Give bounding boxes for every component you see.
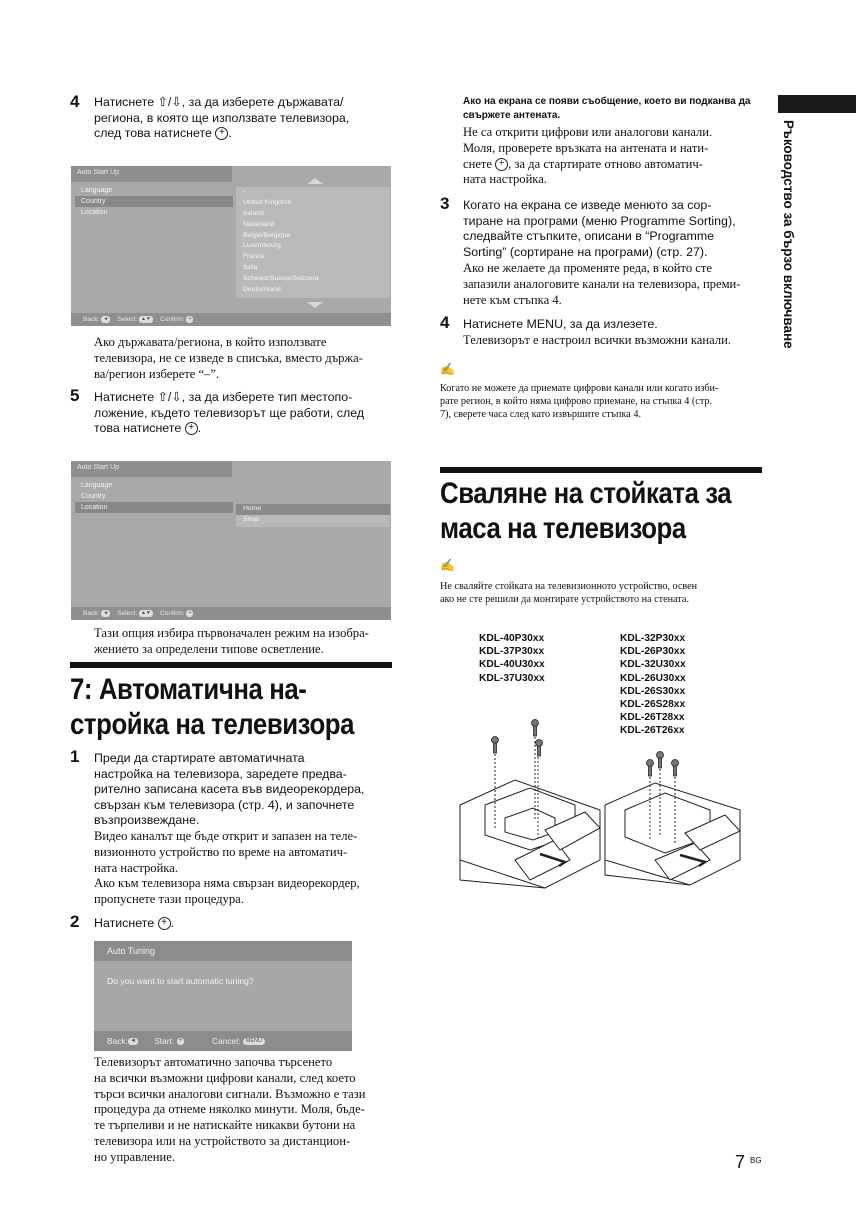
menu-key-icon: MENU <box>243 1038 265 1045</box>
heading-line: стройка на телевизора <box>70 708 355 741</box>
confirm-button-icon: + <box>158 917 171 930</box>
line: запазили аналоговите канали на телевизора, преми- <box>463 276 741 291</box>
line: след това натиснете <box>94 126 212 140</box>
line: те търпеливи и не натискайте никакви бутони на <box>94 1118 356 1133</box>
line: рате регион, в който няма цифрово приемане, на стъпка 4 (стр. <box>440 396 713 407</box>
line: Телевизорът автоматично започва търсенето <box>94 1055 333 1069</box>
stand-removal-illustration-large <box>455 710 605 890</box>
back-key-icon: ◄ <box>103 315 109 322</box>
antenna-warning-text <box>463 125 763 188</box>
line: ва/регион изберете “–”. <box>94 366 220 381</box>
model-item: KDL-37P30xx <box>479 646 545 658</box>
line: Натиснете ⇧/⇩, за да изберете тип местопо- <box>94 390 353 404</box>
step-5-number: 5 <box>70 386 80 405</box>
back-key-icon: ◄ <box>103 609 109 616</box>
line: , за да стартирате отново автоматич- <box>508 156 703 171</box>
footer-back: Back: <box>83 316 100 323</box>
screen-footer <box>94 1031 352 1051</box>
line: Не са открити цифрови или аналогови канали. <box>463 125 713 139</box>
model-item: KDL-26U30xx <box>620 672 686 684</box>
footer-cancel: Cancel: <box>212 1036 241 1046</box>
footer-select: Select: <box>117 316 138 323</box>
side-tab-label <box>775 120 801 360</box>
tuning-question: Do you want to start automatic tuning? <box>107 976 254 986</box>
line: търси всички аналогови сигнали. Възможно е тази <box>94 1086 366 1101</box>
updown-key-icon: ▲▼ <box>140 609 151 616</box>
line: Натиснете ⇧/⇩, за да изберете държавата/ <box>94 95 344 109</box>
page-num: 7 <box>735 1152 746 1172</box>
step-4-text: Натиснете ⇧/⇩, за да изберете държавата/ региона, в която ще използвате телевизора, след това натиснете + . <box>94 95 394 142</box>
step-4b-number: 4 <box>440 313 450 332</box>
auto-start-up-location-screen <box>71 461 391 620</box>
section-rule <box>440 467 762 473</box>
country-item: Ireland <box>243 209 264 217</box>
digital-note <box>440 382 770 421</box>
line: процедура да отнеме няколко минути. Моля, бъде- <box>94 1102 365 1117</box>
country-item: Schweiz/Suisse/Svizzera <box>243 275 319 283</box>
antenna-warning-title <box>463 95 763 123</box>
step-2-number: 2 <box>70 912 80 931</box>
note-pencil-icon: ✍ <box>440 558 455 572</box>
model-list-small <box>620 632 686 738</box>
location-item-home: Home <box>236 504 390 515</box>
country-item: Italia <box>243 264 258 272</box>
menu-language: Language <box>81 187 113 194</box>
sorting-note: Ако не желаете да променяте реда, в който сте запазили аналоговите канали на телевизора, преми- нете към стъпка 4. <box>463 261 763 308</box>
step-1-text <box>94 751 394 829</box>
step-4b-text: Натиснете MENU, за да излезете. <box>463 317 658 331</box>
confirm-button-icon: + <box>495 158 508 171</box>
line: Ако към телевизора няма свързан видеорекордер, <box>94 876 360 891</box>
line: рително записана касета във видеорекордера, <box>94 782 365 796</box>
country-item: Deutschland <box>243 286 281 294</box>
model-item: KDL-37U30xx <box>479 672 545 684</box>
line: Преди да стартирате автоматичната <box>94 751 305 765</box>
line: Ако държавата/региона, в който използвате <box>94 335 327 349</box>
ok-key-icon: + <box>178 1038 183 1045</box>
side-tab-text: Ръководство за бързо включване <box>781 120 796 349</box>
line: снете <box>463 156 493 171</box>
menu-language: Language <box>81 482 113 489</box>
tuning-description <box>94 1055 394 1166</box>
country-item: France <box>243 253 265 261</box>
confirm-button-icon: + <box>215 127 228 140</box>
screen-title: Auto Start Up <box>71 166 232 182</box>
vcr-note <box>94 829 394 908</box>
screen-footer <box>71 313 391 326</box>
step-3-text <box>463 198 763 260</box>
menu-country: Country <box>75 196 233 207</box>
step-5-text: Натиснете ⇧/⇩, за да изберете тип местопо- ложение, където телевизорът ще работи, след това натиснете + . <box>94 390 394 437</box>
footer-back: Back: <box>83 610 100 617</box>
country-note <box>94 335 394 382</box>
line: ната настройка. <box>94 860 178 875</box>
line: ложение, където телевизорът ще работи, след <box>94 405 365 420</box>
line: Не сваляйте стойката на телевизионното устройство, освен <box>440 581 698 592</box>
line: Sorting” (сортиране на програми) (стр. 27). <box>463 244 708 259</box>
country-item: - <box>243 188 246 195</box>
location-list <box>236 504 390 527</box>
line: възпроизвеждане. <box>94 813 200 827</box>
country-item: Luxembourg <box>243 242 281 250</box>
line: телевизора, не се изведе в списъка, вместо държа- <box>94 350 363 365</box>
page-number <box>735 1152 762 1173</box>
auto-tuning-screen <box>94 941 352 1051</box>
menu-country: Country <box>81 493 106 500</box>
country-item: Nederland <box>243 220 275 228</box>
confirm-button-icon: + <box>185 422 198 435</box>
stand-removal-illustration-small <box>600 735 750 895</box>
model-item: KDL-26P30xx <box>620 646 686 658</box>
line: Когато на екрана се изведе менюто за сор- <box>463 198 712 212</box>
scroll-up-icon <box>307 178 323 184</box>
updown-key-icon: ▲▼ <box>140 315 151 322</box>
line: Тази опция избира първоначален режим на изобра- <box>94 626 369 640</box>
screen-footer <box>71 607 391 620</box>
location-note <box>94 626 394 658</box>
footer-confirm: Confirm: <box>160 610 185 617</box>
screen-title: Auto Start Up <box>71 461 232 477</box>
menu-location: Location <box>75 502 233 513</box>
heading-line: 7: Автоматична на- <box>70 673 307 706</box>
line: свързан към телевизора (стр. 4), и започнете <box>94 797 355 812</box>
heading-line: Сваляне на стойката за <box>440 477 732 510</box>
note-pencil-icon: ✍ <box>440 362 455 376</box>
line: Когато не можете да приемате цифрови канали или когато изби- <box>440 383 719 394</box>
line: Моля, проверете връзката на антената и нати- <box>463 140 709 155</box>
country-item: België/Belgique <box>243 231 291 239</box>
line: Видео каналът ще бъде открит и запазен на теле- <box>94 829 358 843</box>
section-rule <box>70 662 392 668</box>
line: телевизора или на устройството за дистанцион- <box>94 1133 351 1148</box>
line: настройка на телевизора, заредете предва- <box>94 766 347 781</box>
model-item: KDL-26S28xx <box>620 699 686 711</box>
step-1-number: 1 <box>70 747 80 766</box>
country-list <box>236 187 390 298</box>
location-item-shop: Shop <box>243 515 259 523</box>
line: но управление. <box>94 1149 175 1164</box>
step-4b-sub: Телевизорът е настроил всички възможни канали. <box>463 333 731 347</box>
section-heading-stand <box>440 476 767 546</box>
section-heading-auto-tuning <box>70 672 388 742</box>
model-item: KDL-26T28xx <box>620 712 685 724</box>
footer-confirm: Confirm: <box>160 316 185 323</box>
heading-line: маса на телевизора <box>440 512 686 545</box>
line: ната настройка. <box>463 172 547 187</box>
footer-select: Select: <box>117 610 138 617</box>
screen-title: Auto Tuning <box>94 941 352 961</box>
line: пропуснете тази процедура. <box>94 892 244 907</box>
model-item: KDL-32U30xx <box>620 659 686 671</box>
model-item: KDL-40U30xx <box>479 659 545 671</box>
model-item: KDL-40P30xx <box>479 633 545 644</box>
line: на всички възможни цифрови канали, след което <box>94 1070 356 1085</box>
line: визионното устройство по време на автоматич- <box>94 844 348 859</box>
line: Натиснете <box>94 916 155 930</box>
line: свържете антената. <box>463 110 561 121</box>
line: жението за определени типове осветление. <box>94 641 324 656</box>
back-key-icon: ◄ <box>129 1038 136 1045</box>
line: 7), сверете часа след като извършите стъпка 4. <box>440 409 642 420</box>
line: това натиснете <box>94 421 182 435</box>
ok-key-icon: + <box>188 315 192 322</box>
footer-back: Back: <box>107 1036 128 1046</box>
auto-start-up-country-screen <box>71 166 391 326</box>
line: тиране на програми (меню Programme Sorting), <box>463 213 736 228</box>
model-list-large <box>479 632 545 685</box>
line: нете към стъпка <box>463 292 550 307</box>
line: Ако на екрана се появи съобщение, което ви подканва да <box>463 96 751 107</box>
model-item: KDL-26S30xx <box>620 685 686 697</box>
page-lang: BG <box>750 1156 762 1165</box>
country-item: United Kingdom <box>243 198 292 206</box>
footer-start: Start: <box>154 1036 175 1046</box>
step-2-text: Натиснете + . <box>94 916 175 930</box>
model-item: KDL-26T26xx <box>620 725 685 737</box>
menu-location: Location <box>81 209 108 216</box>
line: ако не сте решили да монтирате устройството на стената. <box>440 594 690 605</box>
ok-key-icon: + <box>188 609 192 616</box>
model-item: KDL-32P30xx <box>620 633 686 644</box>
line: следвайте стъпките, описани в “Programme <box>463 229 715 243</box>
line: Ако не желаете да променяте реда, в който сте <box>463 261 712 275</box>
step-3-number: 3 <box>440 194 450 213</box>
side-tab-marker <box>778 95 856 113</box>
stand-note <box>440 580 770 606</box>
scroll-down-icon <box>307 302 323 308</box>
step-4-number: 4 <box>70 92 80 111</box>
line: региона, в която ще използвате телевизора, <box>94 110 350 125</box>
